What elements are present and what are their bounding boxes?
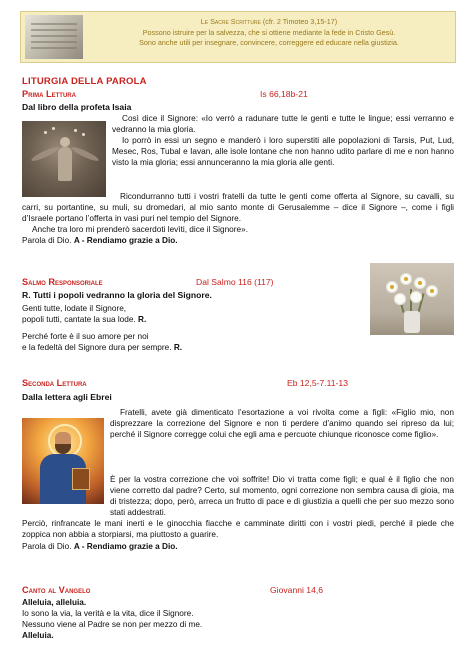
daisies-vase-image: [370, 263, 454, 335]
prima-lettura-heading: Prima Lettura: [22, 89, 76, 99]
salmo-stanza1-line2: popoli tutti, cantate la sua lode.: [22, 315, 136, 325]
prima-lettura-text-bottom: [22, 191, 454, 246]
canto-reference: Giovanni 14,6: [270, 585, 324, 595]
prima-lettura-paragraph-4: Anche tra loro mi prenderò sacerdoti levìti, dice il Signore».: [32, 225, 248, 235]
salmo-stanza2-line1: Perché forte è il suo amore per noi: [22, 332, 149, 342]
seconda-lettura-text-top: [110, 407, 454, 440]
section-title: LITURGIA DELLA PAROLA: [22, 76, 147, 87]
scripture-banner: [20, 11, 456, 63]
banner-reference: (cfr. 2 Timoteo 3,15-17): [260, 17, 338, 26]
seconda-lettura-paragraph-3: Perciò, rinfrancate le mani inerti e le ginocchia fiacche e camminate diritti con i vostri piedi, perché il piede che zoppica non abbia a storpiarsi, ma piuttosto a guarire.: [22, 519, 454, 540]
prophet-isaiah-image: [22, 121, 106, 197]
prima-lettura-text-top: [112, 113, 454, 168]
seconda-lettura-closing: Parola di Dio.: [22, 541, 72, 551]
canto-alleluia-end: Alleluia.: [22, 631, 54, 641]
seconda-lettura-source: Dalla lettera agli Ebrei: [22, 392, 112, 402]
prima-lettura-response: A - Rendiamo grazie a Dio.: [73, 236, 178, 246]
salmo-response-2: R.: [173, 343, 183, 353]
open-bible-image: [25, 15, 83, 59]
prima-lettura-source: Dal libro della profeta Isaia: [22, 102, 132, 112]
banner-text: [87, 17, 451, 49]
salmo-stanzas: [22, 303, 352, 353]
prima-lettura-closing: Parola di Dio.: [22, 236, 72, 246]
salmo-response-1: R.: [138, 315, 147, 325]
prima-lettura-paragraph-3: Ricondurranno tutti i vostri fratelli da tutte le genti come offerta al Signore, su cavalli, su carri, su portantine, su muli, su dromedari, al mio santo monte di Gerusalemme – dice il Signore –, come i figli d’Israele portano l’offerta in vasi puri nel tempio del Signore.: [22, 192, 454, 224]
salmo-reference: Dal Salmo 116 (117): [196, 277, 274, 287]
canto-heading: Canto al Vangelo: [22, 585, 91, 595]
seconda-lettura-paragraph-2: È per la vostra correzione che voi soffrite! Dio vi tratta come figli; e qual è il figlio che non viene corretto dal padre? Certo, sul momento, ogni correzione non sembra causa di gioia, ma di tristezza; dopo, però, arreca un frutto di pace e di giustizia a quelli che per suo mezzo sono stati addestrati.: [110, 475, 454, 518]
prima-lettura-paragraph-1: Così dice il Signore: «Io verrò a radunare tutte le genti e tutte le lingue; essi verranno e vedranno la mia gloria.: [112, 114, 454, 135]
salmo-heading: Salmo Responsoriale: [22, 277, 103, 287]
salmo-stanza1-line1: Genti tutte, lodate il Signore,: [22, 304, 127, 313]
seconda-lettura-response: A - Rendiamo grazie a Dio.: [73, 541, 178, 551]
salmo-stanza2-line2: e la fedeltà del Signore dura per sempre.: [22, 343, 172, 353]
seconda-lettura-text-bottom: [22, 474, 454, 552]
salmo-refrain: R. Tutti i popoli vedranno la gloria del Signore.: [22, 290, 212, 300]
prima-lettura-reference: Is 66,18b-21: [260, 89, 308, 99]
canto-verse-line-2: Nessuno viene al Padre se non per mezzo di me.: [22, 620, 203, 630]
banner-line-2: Possono istruire per la salvezza, che si ottiene mediante la fede in Cristo Gesù.: [142, 27, 396, 37]
canto-text: [22, 597, 454, 641]
seconda-lettura-heading: Seconda Lettura: [22, 378, 87, 388]
seconda-lettura-paragraph-1: Fratelli, avete già dimenticato l’esortazione a voi rivolta come a figli: «Figlio mio, non disprezzare la correzione del Signore e non ti perdere d’animo quando sei ripreso da lui; perché il Signore corregge colui che egli ama e percuote chiunque riconosce come figlio».: [110, 408, 454, 440]
canto-alleluia-line: Alleluia, alleluia.: [22, 598, 87, 607]
banner-title: Le Sacre Scritture: [200, 17, 261, 26]
canto-verse-line-1: Io sono la via, la verità e la vita, dice il Signore.: [22, 609, 194, 619]
seconda-lettura-reference: Eb 12,5-7.11-13: [287, 378, 348, 388]
banner-line-3: Sono anche utili per insegnare, convincere, correggere ed educare nella giustizia.: [139, 38, 399, 47]
prima-lettura-paragraph-2: Io porrò in essi un segno e manderò i loro superstiti alle popolazioni di Tarsis, Put, Lud, Mesec, Ros, Tubal e Iavan, alle isole lontane che non hanno udito parlare di me e non hanno visto la mia gloria; essi annunceranno la mia gloria alle genti.: [112, 136, 454, 168]
